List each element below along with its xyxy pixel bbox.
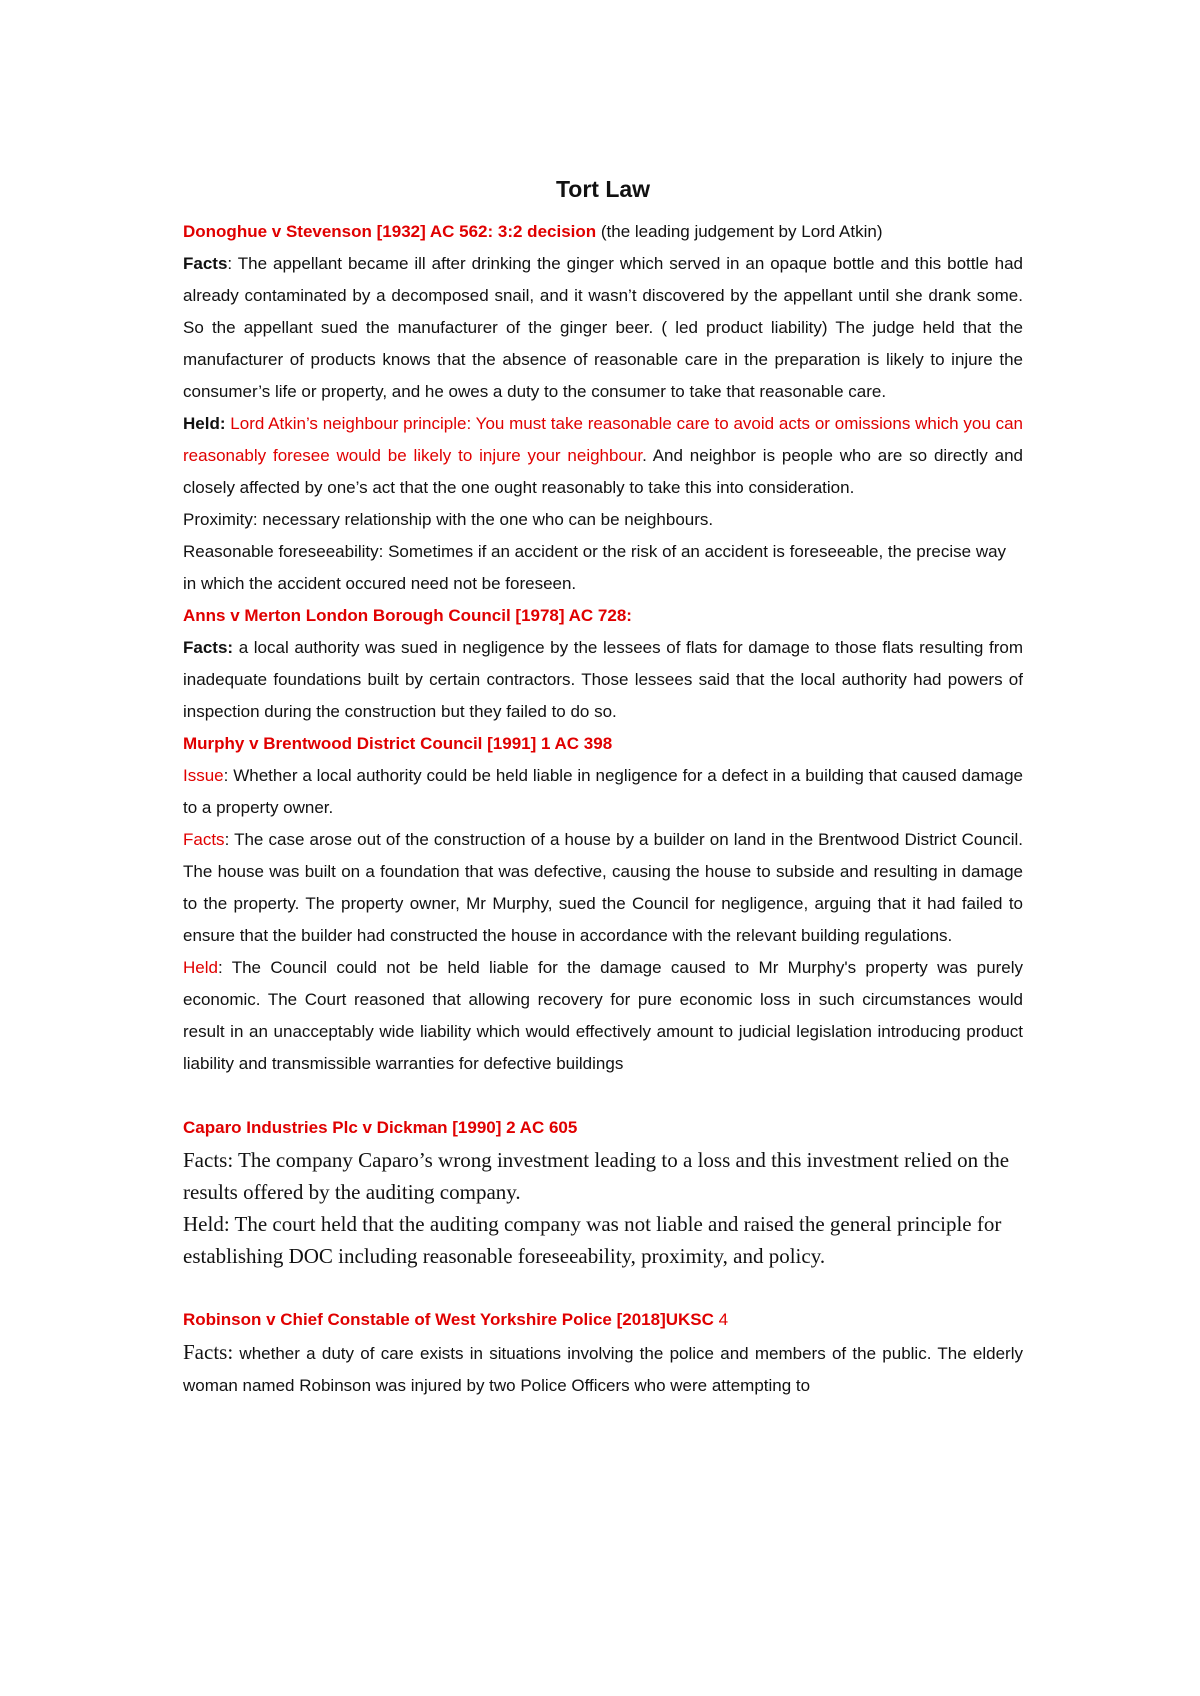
- facts-colon: :: [227, 254, 233, 273]
- neighbour-principle: Lord Atkin’s neighbour principle: You must take reasonable care to avoid acts or omissions which you can reasonably foresee would be likely to injure your neighbour: [183, 414, 1023, 465]
- facts-paragraph: Facts: The company Caparo’s wrong investment leading to a loss and this investment relied on the results offered by the auditing company.: [183, 1148, 1010, 1204]
- facts-text: whether a duty of care exists in situations involving the police and members of the public. The elderly woman named Robinson was injured by two Police Officers who were attempting to: [183, 1344, 1023, 1395]
- issue-paragraph: [183, 760, 1023, 824]
- facts-label: Facts:: [183, 1340, 234, 1364]
- facts-paragraph: [183, 1336, 1023, 1402]
- blank-line: [183, 1080, 1023, 1112]
- held-label: Held:: [183, 414, 226, 433]
- held-text: . And neighbor is people who are so directly and closely affected by one’s act that the one ought reasonably to take this into consideration.: [183, 446, 1023, 497]
- facts-text: : The case arose out of the construction of a house by a builder on land in the Brentwood District Council. The house was built on a foundation that was defective, causing the house to subside and resulting in damage to the property. The property owner, Mr Murphy, sued the Council for negligence, arguing that it had failed to ensure that the builder had constructed the house in accordance with the relevant building regulations.: [183, 830, 1023, 945]
- held-text: : The Council could not be held liable for the damage caused to Mr Murphy's property was purely economic. The Court reasoned that allowing recovery for pure economic loss in such circumstances would result in an unacceptably wide liability which would effectively amount to judicial legislation introducing product liability and transmissible warranties for defective buildings: [183, 958, 1023, 1073]
- case-anns: [183, 600, 1023, 728]
- facts-label: Facts: [183, 254, 228, 273]
- case-heading-line: [183, 1304, 1023, 1336]
- case-heading-line: [183, 216, 1023, 248]
- blank-line: [183, 1272, 1023, 1304]
- issue-label: Issue: [183, 766, 224, 785]
- facts-label: Facts:: [183, 638, 234, 657]
- issue-text: : Whether a local authority could be held liable in negligence for a defect in a building that caused damage to a property owner.: [183, 766, 1023, 817]
- held-paragraph: Held: The court held that the auditing company was not liable and raised the general principle for establishing DOC including reasonable foreseeability, proximity, and policy.: [183, 1212, 1002, 1268]
- case-heading-note: (the leading judgement by Lord Atkin): [596, 222, 883, 241]
- held-paragraph: [183, 952, 1023, 1080]
- case-caparo: [183, 1112, 1023, 1272]
- facts-paragraph: [183, 632, 1023, 728]
- case-heading: Donoghue v Stevenson [1932] AC 562: 3:2 decision: [183, 222, 597, 241]
- case-heading-number: 4: [713, 1310, 729, 1329]
- foreseeability-paragraph: Reasonable foreseeability: Sometimes if an accident or the risk of an accident is foreseeable, the precise way in which the accident occured need not be foreseen.: [183, 542, 1007, 593]
- document-body: [183, 172, 1023, 1402]
- held-label: Held: [183, 958, 218, 977]
- page-title: Tort Law: [555, 176, 651, 202]
- case-murphy: [183, 728, 1023, 1080]
- case-robinson: [183, 1304, 1023, 1402]
- case-heading: Murphy v Brentwood District Council [1991] 1 AC 398: [183, 734, 613, 753]
- case-heading: Caparo Industries Plc v Dickman [1990] 2 AC 605: [183, 1118, 578, 1137]
- facts-label: Facts: [183, 830, 225, 849]
- facts-paragraph: [183, 824, 1023, 952]
- case-donoghue: [183, 216, 1023, 600]
- facts-text: The appellant became ill after drinking the ginger which served in an opaque bottle and this bottle had already contaminated by a decomposed snail, and it wasn’t discovered by the appellant until she drank some. So the appellant sued the manufacturer of the ginger beer. ( led product liability) The judge held that the manufacturer of products knows that the absence of reasonable care in the preparation is likely to injure the consumer’s life or property, and he owes a duty to the consumer to take that reasonable care.: [183, 254, 1023, 401]
- facts-paragraph: [183, 248, 1023, 408]
- facts-text: a local authority was sued in negligence by the lessees of flats for damage to those flats resulting from inadequate foundations built by certain contractors. Those lessees said that the local authority had powers of inspection during the construction but they failed to do so.: [183, 638, 1023, 721]
- held-paragraph: [183, 408, 1023, 504]
- case-heading: Anns v Merton London Borough Council [1978] AC 728:: [183, 606, 632, 625]
- case-heading: Robinson v Chief Constable of West Yorkshire Police [2018]UKSC: [183, 1310, 714, 1329]
- proximity-paragraph: Proximity: necessary relationship with the one who can be neighbours.: [183, 510, 714, 529]
